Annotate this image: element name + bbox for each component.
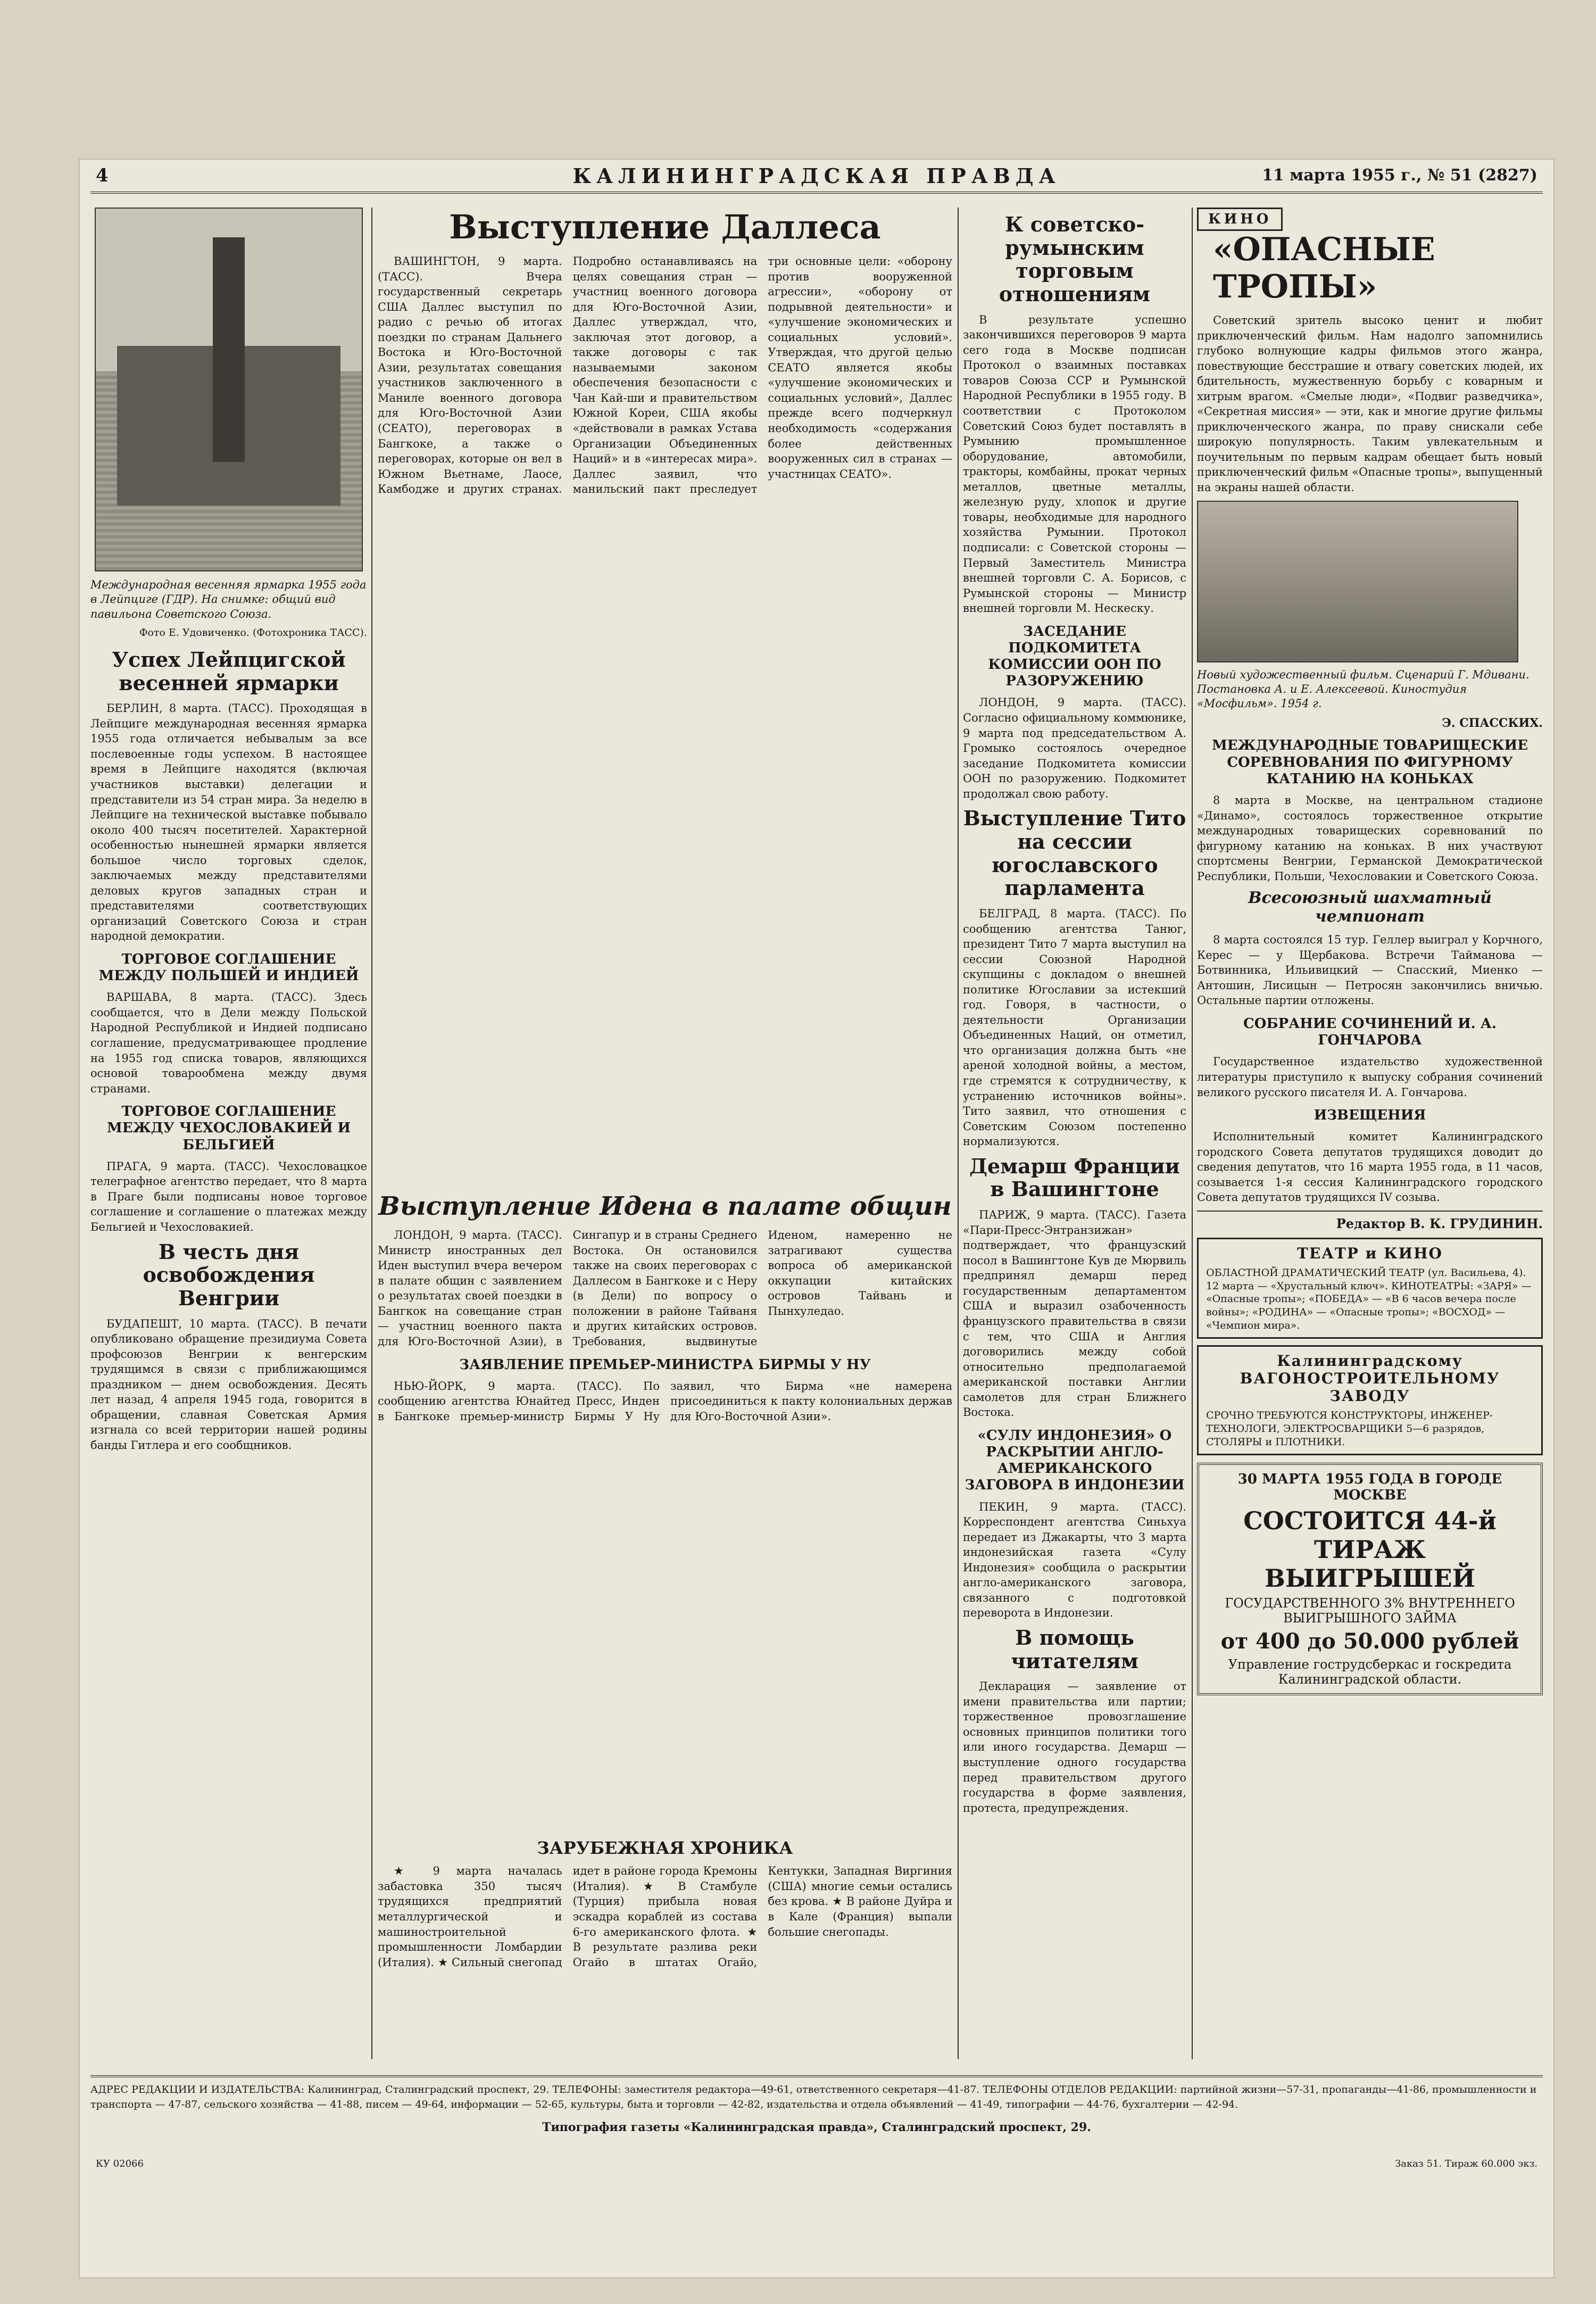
factory-text: СРОЧНО ТРЕБУЮТСЯ КОНСТРУКТОРЫ, ИНЖЕНЕР-ТЕХНОЛОГИ, ЭЛЕКТРОСВАРЩИКИ 5—6 разрядов, СТОЛЯРЫ и ПЛОТНИКИ. bbox=[1206, 1410, 1493, 1448]
loan-ad bbox=[1197, 1463, 1543, 1695]
column-center-right bbox=[963, 208, 1186, 2070]
article-fair bbox=[90, 648, 367, 944]
article-title: ЗАСЕДАНИЕ ПОДКОМИТЕТА КОМИССИИ ООН ПО РАЗОРУЖЕНИЮ bbox=[988, 623, 1161, 690]
article-disarm bbox=[963, 624, 1186, 802]
article-text: БЕЛГРАД, 8 марта. (ТАСС). По сообщению агентства Танюг, президент Тито 7 марта выступил на сессии Союзной Народной скупщины с докладом о внешней политике Югославии за истекший год. Говоря, в частности, о деятельности Организации Объединенных Наций, он отметил, что организация должна быть «не ареной холодной войны, а местом, где стремятся к сотрудничеству, к устранению источников войны». Тито заявил, что отношения с Советским Союзом постепенно нормализуются. bbox=[963, 907, 1186, 1148]
article-text: Государственное издательство художественной литературы приступило к выпуску собрания сочинений великого русского писателя И. А. Гончарова. bbox=[1197, 1055, 1543, 1099]
footer-address: АДРЕС РЕДАКЦИИ И ИЗДАТЕЛЬСТВА: Калининград, Сталинградский проспект, 29. ТЕЛЕФОНЫ: заместителя редактора—49-61, ответственного секретаря—41-87. ТЕЛЕФОНЫ ОТДЕЛОВ РЕДАКЦИИ: партийной жизни—57-31, пропаганды—41-86, промышленности и транспорта — 47-87, сельского хозяйства — 41-88, писем — 49-64, информации — 52-65, культуры, быта и торговли — 42-82, издательства и отдела объявлений — 41-49, типографии — 44-76, бухгалтерии — 42-94. bbox=[90, 2084, 1537, 2110]
article-hungary bbox=[90, 1240, 367, 1453]
factory-title: Калининградскому ВАГОНОСТРОИТЕЛЬНОМУ ЗАВОДУ bbox=[1240, 1352, 1500, 1405]
article-france bbox=[963, 1155, 1186, 1420]
article-indonesia bbox=[963, 1428, 1186, 1621]
kino-label: КИНО bbox=[1197, 208, 1283, 231]
article-text: 8 марта состоялся 15 тур. Геллер выиграл у Корчного, Керес — у Щербакова. Встречи Тайманова — Ботвинника, Ильивицкий — Спасский, Миенко — Антошин, Лисицын — Петросян закончились вничью. Остальные партии отложены. bbox=[1197, 933, 1543, 1007]
paper-title: КАЛИНИНГРАДСКАЯ ПРАВДА bbox=[572, 164, 1061, 188]
article-text: ЛОНДОН, 9 марта. (ТАСС). Согласно официальному коммюнике, 9 марта под председательством А. Громыко состоялось очередное заседание Подкомитета комиссии ООН по разоружению. Подкомитет продолжал свою работу. bbox=[963, 696, 1186, 800]
newspaper-page bbox=[80, 160, 1553, 2277]
article-text: Декларация — заявление от имени правительства или партии; торжественное провозглашение основных принципов политики того или иного государства. Демарш — выступление одного государства перед правительством другого государства в форме заявления, протеста, предупреждения. bbox=[963, 1680, 1186, 1814]
column-rule bbox=[1192, 208, 1193, 2059]
footer-code: КУ 02066 bbox=[96, 2158, 144, 2169]
article-title: ЗАРУБЕЖНАЯ ХРОНИКА bbox=[537, 1838, 793, 1858]
photo-caption: Международная весенняя ярмарка 1955 года в Лейпциге (ГДР). На снимке: общий вид павильона Советского Союза. bbox=[90, 578, 367, 620]
burma-title: ЗАЯВЛЕНИЕ ПРЕМЬЕР-МИНИСТРА БИРМЫ У НУ bbox=[459, 1356, 871, 1373]
article-text: ПАРИЖ, 9 марта. (ТАСС). Газета «Пари-Пресс-Энтранзижан» подтверждает, что французский посол в Вашингтоне Кув де Мюрвиль предпринял демарш перед государственным департаментом США и выразил озабоченность французского правительства в связи с тем, что США и Англия договорились между собой относительно предполагаемой американской поставки Англии самолетов для стран Ближнего Востока. bbox=[963, 1208, 1186, 1419]
burma-text: НЬЮ-ЙОРК, 9 марта. (ТАСС). По сообщению агентства Юнайтед Пресс, Инден в Бангкоке премьер-министр Бирмы У Ну заявил, что Бирма «не намерена присоединиться к пакту колониальных держав для Юго-Восточной Азии». bbox=[378, 1379, 952, 1423]
article-text: ЛОНДОН, 9 марта. (ТАСС). Министр иностранных дел Иден выступил вчера вечером в палате общин с заявлением о результатах своей поездки в Бангкок на совещание стран — участниц военного пакта для Юго-Восточной Азии), в Сингапур и в страны Среднего Востока. Он остановился также на своих переговорах с Даллесом в Бангкоке и с Неру (в Дели) по вопросу о положении в районе Тайваня и других китайских островов. Требования, выдвинутые Иденом, намеренно не затрагивают существа вопроса об американской оккупации китайских островов Тайвань и Пынхуледао. bbox=[378, 1229, 952, 1348]
fair-photo bbox=[95, 208, 363, 571]
theatre-text: ОБЛАСТНОЙ ДРАМАТИЧЕСКИЙ ТЕАТР (ул. Васильева, 4). 12 марта — «Хрустальный ключ». КИНОТЕАТРЫ: «ЗАРЯ» — «Опасные тропы»; «ПОБЕДА» — «В 6 часов вечера после войны»; «РОДИНА» — «Опасные тропы»; «ВОСХОД» — «Чемпион мира». bbox=[1206, 1266, 1532, 1331]
footer-order: Заказ 51. Тираж 60.000 экз. bbox=[1395, 2158, 1537, 2169]
article-text: 8 марта в Москве, на центральном стадионе «Динамо», состоялось торжественное открытие международных товарищеских соревнований по фигурному катанию на коньках. В них участвуют спортсмены Венгрии, Германской Демократической Республики, Польши, Чехословакии и Советского Союза. bbox=[1197, 794, 1543, 883]
article-tito bbox=[963, 807, 1186, 1149]
article-text: Советский зритель высоко ценит и любит приключенческий фильм. Нам надолго запомнились глубоко волнующие кадры фильмов этого жанра, повествующие бесстрашие и отвагу советских людей, их бдительность, мужественную борьбу с коварным и хитрым врагом. «Смелые люди», «Подвиг разведчика», «Секретная миссия» — эти, как и многие другие фильмы приключенческого жанра, по праву снискали себе широкую популярность. Таким увлекательным и поучительным по первым кадрам обещает быть новый приключенческий фильм «Опасные тропы», выпущенный на экраны нашей области. bbox=[1197, 314, 1543, 494]
column-rule bbox=[371, 208, 372, 2059]
article-title: «СУЛУ ИНДОНЕЗИЯ» О РАСКРЫТИИ АНГЛО-АМЕРИКАНСКОГО ЗАГОВОРА В ИНДОНЕЗИИ bbox=[965, 1427, 1185, 1494]
article-chess bbox=[1197, 889, 1543, 1008]
article-czech-belgium bbox=[90, 1104, 367, 1234]
column-right bbox=[1197, 208, 1543, 2070]
article-title: Выступление Тито на сессии югославского парламента bbox=[963, 806, 1186, 900]
article-poland-india bbox=[90, 951, 367, 1096]
column-left bbox=[90, 208, 367, 2070]
article-dulles bbox=[378, 208, 952, 1176]
page-number: 4 bbox=[96, 165, 109, 186]
article-text: В результате успешно закончившихся переговоров 9 марта сего года в Москве подписан Протокол о взаимных поставках товаров Союза ССР и Румынской Народной Республики в 1955 году. В соответствии с Протоколом Советский Союз будет поставлять в Румынию промышленное оборудование, автомобили, тракторы, комбайны, прокат черных металлов, цветные металлы, железную руду, хлопок и другие товары, необходимые для народного хозяйства Румынии. Протокол подписали: с Советской стороны — Первый Заместитель Министра внешней торговли С. А. Борисов, с Румынской стороны — Министр внешней торговли М. Нескеску. bbox=[963, 313, 1186, 615]
loan-line5: Управление гострудсберкас и госкредита Калининградской области. bbox=[1228, 1657, 1512, 1687]
article-text: БУДАПЕШТ, 10 марта. (ТАСС). В печати опубликовано обращение президиума Совета профсоюзов Венгрии к венгерским трудящимся в связи с приближающимся праздником — днем освобождения. Десять лет назад, 4 апреля 1945 года, говорится в обращении, славная Советская Армия изгнала со всей территории нашей родины банды Гитлера и его сообщников. bbox=[90, 1317, 367, 1452]
article-goncharov bbox=[1197, 1016, 1543, 1100]
column-rule bbox=[958, 208, 959, 2059]
article-title: К советско-румынским торговым отношениям bbox=[999, 212, 1151, 306]
loan-line2: СОСТОИТСЯ 44-й ТИРАЖ ВЫИГРЫШЕЙ bbox=[1243, 1506, 1497, 1593]
article-title: Выступление Идена в палате общин bbox=[378, 1191, 952, 1221]
article-notice bbox=[1197, 1107, 1543, 1205]
article-text: ★ 9 марта началась забастовка 350 тысяч трудящихся предприятий металлургической и машиностроительной промышленности Ломбардии (Италия). ★ Сильный снегопад идет в районе города Кремоны (Италия). ★ В Стамбуле (Турция) прибыла новая эскадра кораблей из состава 6-го американского флота. ★ В результате разлива реки Огайо в штатах Огайо, Кентукки, Западная Виргиния (США) многие семьи остались без крова. ★ В районе Дуйра и в Кале (Франция) выпали большие снегопады. bbox=[378, 1864, 952, 1969]
article-text: ВАРШАВА, 8 марта. (ТАСС). Здесь сообщается, что в Дели между Польской Народной Республикой и Индией подписано соглашение, предусматривающее продление на 1955 год списка товаров, являющихся основой товарообмена между двумя странами. bbox=[90, 991, 367, 1095]
article-skating bbox=[1197, 737, 1543, 884]
article-kino bbox=[1197, 208, 1543, 730]
article-title: ТОРГОВОЕ СОГЛАШЕНИЕ МЕЖДУ ПОЛЬШЕЙ И ИНДИЕЙ bbox=[98, 951, 359, 984]
film-credits: Новый художественный фильм. Сценарий Г. Мдивани. Постановка А. и Е. Алексеевой. Киностудия «Мосфильм». 1954 г. bbox=[1197, 668, 1530, 710]
film-title: «ОПАСНЫЕ ТРОПЫ» bbox=[1213, 231, 1435, 305]
article-chronicle bbox=[378, 1830, 952, 2070]
article-title: СОБРАНИЕ СОЧИНЕНИЙ И. А. ГОНЧАРОВА bbox=[1243, 1016, 1497, 1049]
article-romania bbox=[963, 213, 1186, 616]
footer-printer: Типография газеты «Калининградская правда», Сталинградский проспект, 29. bbox=[542, 2120, 1091, 2135]
theatre-box bbox=[1197, 1238, 1543, 1339]
article-title: ИЗВЕЩЕНИЯ bbox=[1314, 1107, 1426, 1124]
loan-line1: 30 МАРТА 1955 ГОДА В ГОРОДЕ МОСКВЕ bbox=[1237, 1471, 1502, 1504]
article-text: Исполнительный комитет Калининградского городского Совета депутатов трудящихся доводит до сведения депутатов, что 16 марта 1955 года, в 11 часов, созывается 1-я сессия Калининградского городского Совета депутатов трудящихся IV созыва. bbox=[1197, 1130, 1543, 1204]
article-title: ТОРГОВОЕ СОГЛАШЕНИЕ МЕЖДУ ЧЕХОСЛОВАКИЕЙ И БЕЛЬГИЕЙ bbox=[106, 1104, 351, 1153]
article-title: МЕЖДУНАРОДНЫЕ ТОВАРИЩЕСКИЕ СОРЕВНОВАНИЯ ПО ФИГУРНОМУ КАТАНИЮ НА КОНЬКАХ bbox=[1211, 737, 1528, 787]
theatre-title: ТЕАТР и КИНО bbox=[1297, 1244, 1443, 1262]
article-text: ВАШИНГТОН, 9 марта. (ТАСС). Вчера государственный секретарь США Даллес выступил по радио с речью об итогах поездки по странам Дальнего Востока и Юго-Восточной Азии, результатах совещания участников заключенного в Маниле военного договора для Юго-Восточной Азии (СЕАТО), переговорах в Бангкоке, а также о переговорах, которые он вел в Южном Вьетнаме, Лаосе, Камбодже и других странах. Подробно останавливаясь на целях совещания стран — участниц военного договора для Юго-Восточной Азии, Даллес утверждал, что, заключая этот договор, а также договоры с так называемыми законом обеспечения безопасности с Чан Кай-ши и правительством Южной Кореи, США якобы «действовали в рамках Устава Организации Объединенных Наций» и в «интересах мира». Даллес заявил, что манильский пакт преследует три основные цели: «оборону против вооруженной агрессии», «оборону от подрывной деятельности» и «улучшение экономических и социальных условий». Утверждая, что другой целью СЕАТО является якобы «улучшение экономических и социальных условий», Даллес прежде всего подчеркнул необходимость «содержания более действенных вооруженных сил в странах — участницах СЕАТО». bbox=[378, 255, 952, 496]
masthead bbox=[90, 160, 1543, 194]
article-text: ПЕКИН, 9 марта. (ТАСС). Корреспондент агентства Синьхуа передает из Джакарты, что 3 марта индонезийская газета «Сулу Индонезия» сообщила о раскрытии англо-американского заговора, связанного с подготовкой переворота в Индонезии. bbox=[963, 1500, 1186, 1620]
article-title: Выступление Даллеса bbox=[449, 208, 881, 246]
loan-line3: ГОСУДАРСТВЕННОГО 3% ВНУТРЕННЕГО ВЫИГРЫШНОГО ЗАЙМА bbox=[1225, 1596, 1515, 1626]
article-text: ПРАГА, 9 марта. (ТАСС). Чехословацкое телеграфное агентство передает, что 8 марта в Праге были подписаны новое торговое соглашение и соглашение о платежах между Бельгией и Чехословакией. bbox=[90, 1159, 367, 1233]
article-title: Демарш Франции в Вашингтоне bbox=[969, 1154, 1180, 1201]
film-still bbox=[1197, 501, 1518, 662]
article-title: В помощь читателям bbox=[1011, 1625, 1138, 1673]
footer bbox=[90, 2075, 1543, 2169]
article-title: Успех Лейпцигской весенней ярмарки bbox=[112, 647, 346, 695]
article-author: Э. СПАССКИХ. bbox=[1442, 716, 1543, 731]
factory-ad bbox=[1197, 1345, 1543, 1455]
photo-credit: Фото Е. Удовиченко. (Фотохроника ТАСС). bbox=[139, 626, 367, 639]
article-eden bbox=[378, 1187, 952, 1825]
loan-line4: от 400 до 50.000 рублей bbox=[1220, 1629, 1519, 1654]
editor-line: Редактор В. К. ГРУДИНИН. bbox=[1197, 1211, 1543, 1231]
article-text: БЕРЛИН, 8 марта. (ТАСС). Проходящая в Лейпциге международная весенняя ярмарка 1955 года отличается небывалым за все послевоенные годы успехом. В настоящее время в Лейпциге находятся (включая участников выставки) делегации и представители из 54 стран мира. За неделю в Лейпциге на технической выставке побывало около 400 тысяч посетителей. Характерной особенностью нынешней ярмарки является большое число торговых сделок, заключаемых между представителями деловых кругов западных стран и представителями соответствующих организаций Советского Союза и стран народной демократии. bbox=[90, 702, 367, 943]
issue-date: 11 марта 1955 г., № 51 (2827) bbox=[1262, 166, 1537, 185]
article-title: В честь дня освобождения Венгрии bbox=[143, 1239, 315, 1310]
article-title: Всесоюзный шахматный чемпионат bbox=[1248, 889, 1492, 926]
article-readers bbox=[963, 1626, 1186, 1816]
